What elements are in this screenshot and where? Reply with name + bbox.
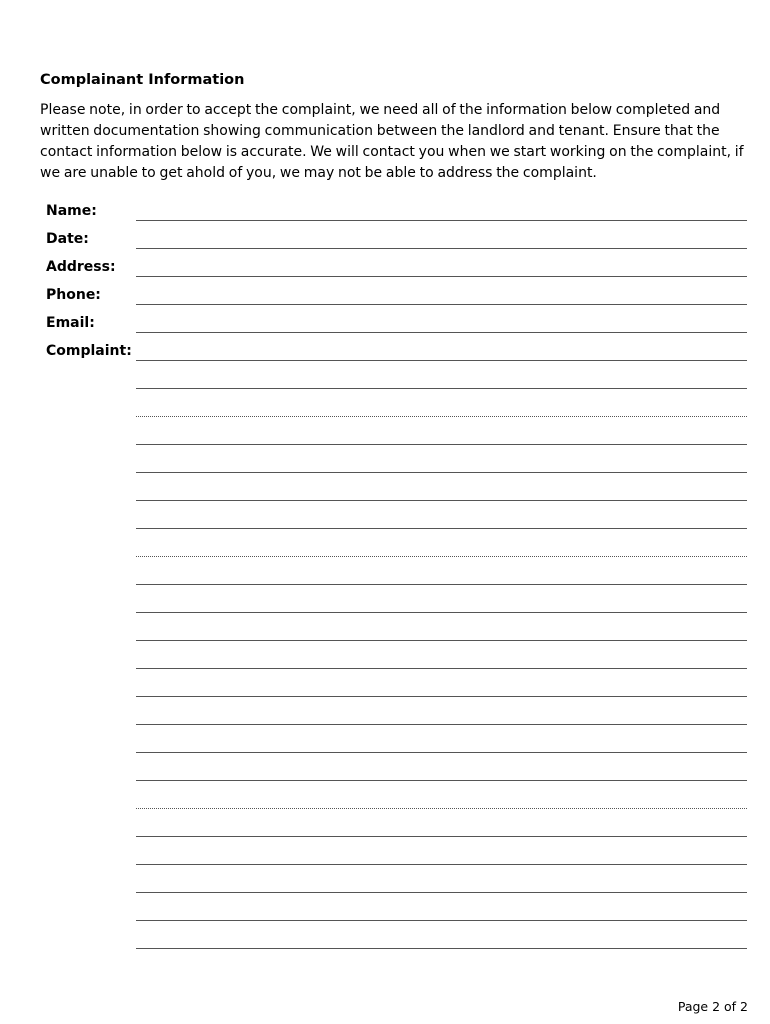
complaint-line[interactable] [136, 584, 747, 585]
address-field-line[interactable] [136, 276, 747, 277]
complaint-line[interactable] [136, 388, 747, 389]
complaint-line[interactable] [136, 864, 747, 865]
address-label: Address: [46, 259, 116, 275]
complaint-line[interactable] [136, 444, 747, 445]
complaint-line[interactable] [136, 836, 747, 837]
complaint-line[interactable] [136, 780, 747, 781]
email-field-line[interactable] [136, 332, 747, 333]
complaint-label: Complaint: [46, 343, 132, 359]
complaint-line[interactable] [136, 472, 747, 473]
email-label: Email: [46, 315, 95, 331]
complaint-line[interactable] [136, 360, 747, 361]
date-field-line[interactable] [136, 248, 747, 249]
complaint-line[interactable] [136, 528, 747, 529]
complaint-line[interactable] [136, 556, 747, 557]
complaint-line[interactable] [136, 696, 747, 697]
complaint-line[interactable] [136, 668, 747, 669]
name-field-line[interactable] [136, 220, 747, 221]
complaint-line[interactable] [136, 724, 747, 725]
complaint-line[interactable] [136, 948, 747, 949]
intro-paragraph: Please note, in order to accept the complaint, we need all of the information below completed and written documentation showing communication between the landlord and tenant. Ensure that the contact information below is accurate. We will contact you when we start working on the complaint, if we are unable to get ahold of you, we may not be able to address the complaint. [40, 102, 744, 181]
complaint-line[interactable] [136, 808, 747, 809]
complaint-line[interactable] [136, 892, 747, 893]
date-label: Date: [46, 231, 89, 247]
complaint-line[interactable] [136, 500, 747, 501]
complaint-line[interactable] [136, 920, 747, 921]
complaint-line[interactable] [136, 416, 747, 417]
page-number: Page 2 of 2 [677, 999, 748, 1014]
phone-label: Phone: [46, 287, 101, 303]
phone-field-line[interactable] [136, 304, 747, 305]
complaint-line[interactable] [136, 752, 747, 753]
complaint-line[interactable] [136, 612, 747, 613]
complaint-line[interactable] [136, 640, 747, 641]
name-label: Name: [46, 203, 97, 219]
section-heading: Complainant Information [40, 72, 245, 88]
